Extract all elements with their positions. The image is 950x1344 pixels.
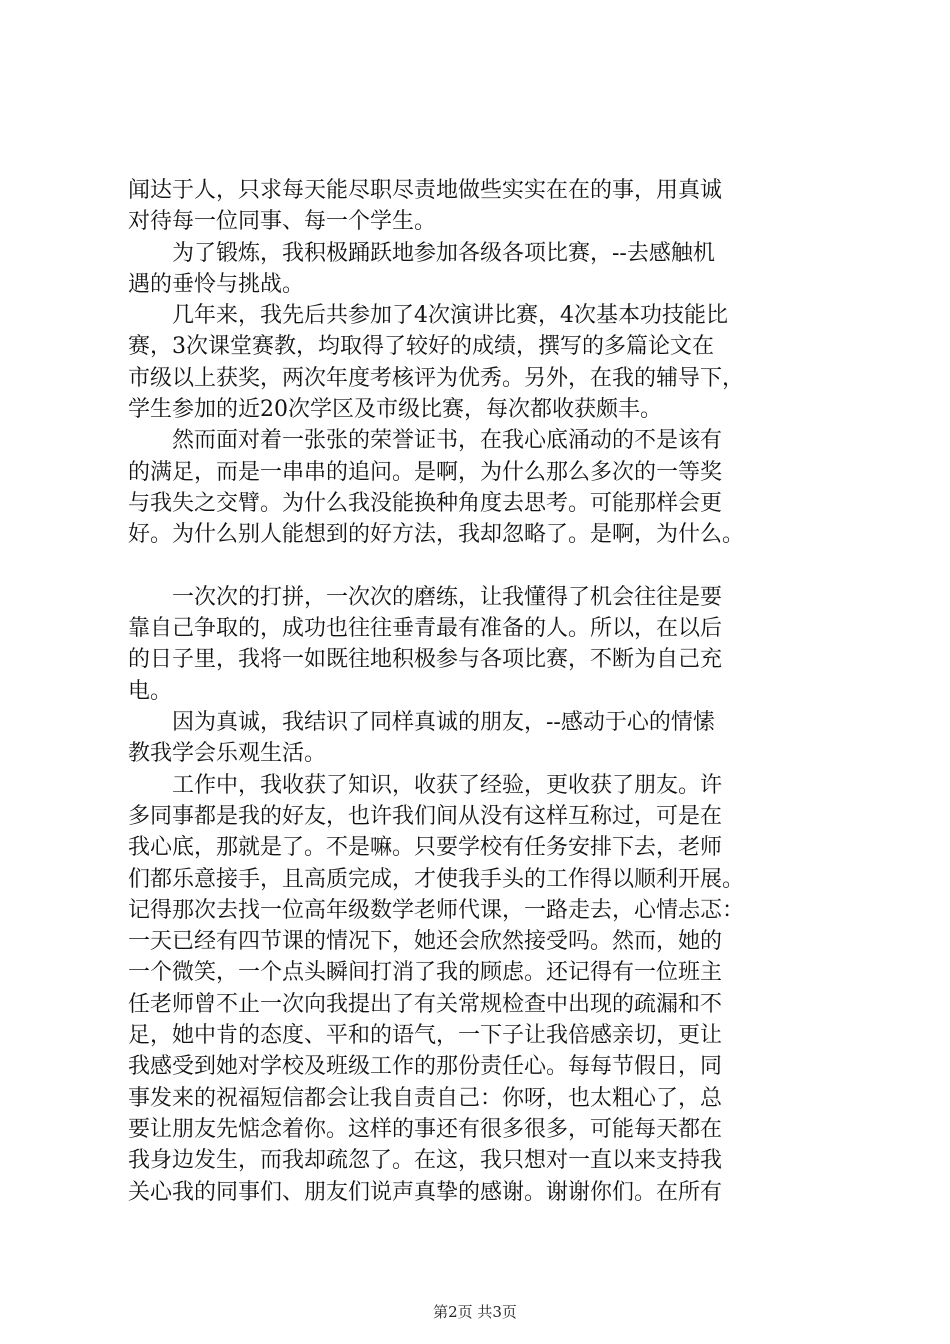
text-line: 多同事都是我的好友，也许我们间从没有这样互称过，可是在 [128,803,723,829]
text-line: 一次次的打拼，一次次的磨练，让我懂得了机会往往是要 [172,584,723,610]
text-line: 关心我的同事们、朋友们说声真挚的感谢。谢谢你们。在所有 [128,1179,723,1205]
text-line: 的满足，而是一串串的追问。是啊，为什么那么多次的一等奖 [128,459,723,485]
text-line: 为了锻炼，我积极踊跃地参加各级各项比赛，--去感触机 [172,240,715,266]
document-body [128,175,828,1208]
text-line: 我身边发生，而我却疏忽了。在这，我只想对一直以来支持我 [128,1148,723,1174]
paragraph-spacer [128,551,828,582]
text-line: 靠自己争取的，成功也往往垂青最有准备的人。所以，在以后 [128,616,723,642]
text-line: 电。 [128,678,173,704]
text-line: 的日子里，我将一如既往地积极参与各项比赛，不断为自己充 [128,647,723,673]
text-line: 要让朋友先惦念着你。这样的事还有很多很多，可能每天都在 [128,1116,723,1142]
text-line: 足，她中肯的态度、平和的语气，一下子让我倍感亲切，更让 [128,1023,723,1049]
text-line: 赛，3次课堂赛教，均取得了较好的成绩，撰写的多篇论文在 [128,334,714,360]
text-line: 一天已经有四节课的情况下，她还会欣然接受吗。然而，她的 [128,929,723,955]
text-line: 几年来，我先后共参加了4次演讲比赛，4次基本功技能比 [172,303,728,329]
text-line: 们都乐意接手，且高质完成，才使我手头的工作得以顺利开展。 [128,866,745,892]
text-line: 然而面对着一张张的荣誉证书，在我心底涌动的不是该有 [172,428,723,454]
page-footer: 第2页 共3页 [433,1303,517,1321]
text-line: 闻达于人，只求每天能尽职尽责地做些实实在在的事，用真诚 [128,178,723,203]
text-line: 我心底，那就是了。不是嘛。只要学校有任务安排下去，老师 [128,835,723,861]
text-line: 与我失之交臂。为什么我没能换种角度去思考。可能那样会更 [128,490,723,516]
text-line: 记得那次去找一位高年级数学老师代课，一路走去，心情忐忑： [128,897,745,923]
text-line: 学生参加的近20次学区及市级比赛，每次都收获颇丰。 [128,397,662,423]
paragraph [128,425,828,550]
text-line: 遇的垂怜与挑战。 [128,271,305,297]
paragraph [128,770,828,1208]
text-line: 工作中，我收获了知识，收获了经验，更收获了朋友。许 [172,772,723,798]
text-line: 一个微笑，一个点头瞬间打消了我的顾虑。还记得有一位班主 [128,960,723,986]
text-line: 任老师曾不止一次向我提出了有关常规检查中出现的疏漏和不 [128,991,723,1017]
paragraph [128,582,828,707]
text-line: 事发来的祝福短信都会让我自责自己：你呀，也太粗心了，总 [128,1085,723,1111]
paragraph [128,300,828,425]
text-line: 好。为什么别人能想到的好方法，我却忽略了。是啊，为什么。 [128,522,745,548]
text-line: 我感受到她对学校及班级工作的那份责任心。每每节假日，同 [128,1054,723,1080]
paragraph [128,238,828,301]
text-line: 市级以上获奖，两次年度考核评为优秀。另外，在我的辅导下， [128,365,745,391]
paragraph [128,175,828,238]
paragraph [128,707,828,770]
text-line: 对待每一位同事、每一个学生。 [128,209,437,235]
text-line: 教我学会乐观生活。 [128,741,327,767]
text-line: 因为真诚，我结识了同样真诚的朋友，--感动于心的情愫 [172,710,715,736]
